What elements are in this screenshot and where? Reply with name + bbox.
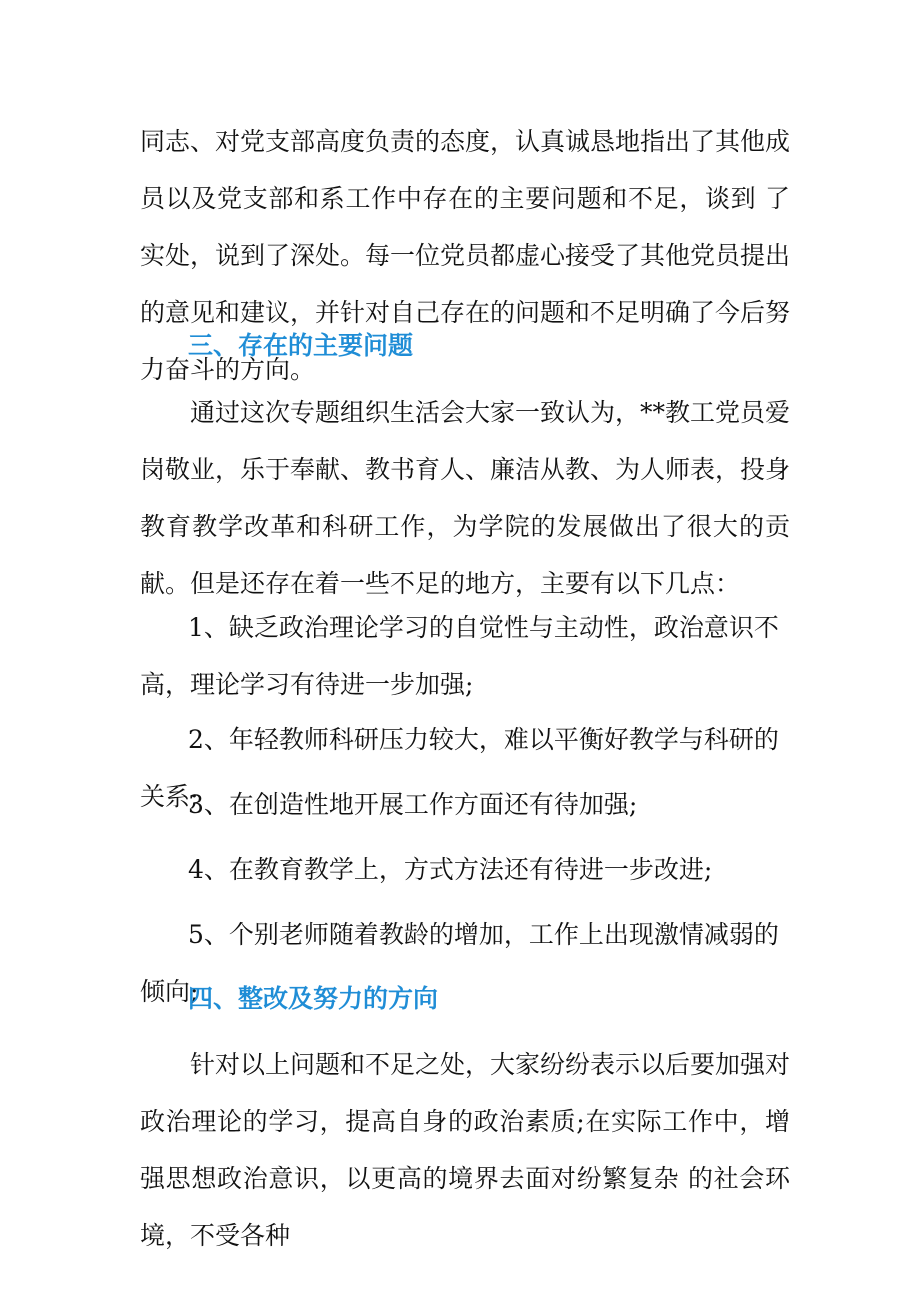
list-item: 4、在教育教学上，方式方法还有待进一步改进;	[188, 855, 713, 884]
list-item: 1、缺乏政治理论学习的自觉性与主动性，政治意识不高，理论学习有待进一步加强;	[140, 613, 779, 699]
paragraph-section-4: 针对以上问题和不足之处，大家纷纷表示以后要加强对政治理论的学习，提高自身的政治素质;在实际工作中，增强思想政治意识，以更高的境界去面对纷繁复杂 的社会环境，不受各种	[140, 1050, 791, 1250]
section-heading-3: 三、存在的主要问题	[188, 331, 414, 360]
list-item: 5、个别老师随着教龄的增加，工作上出现激情减弱的倾向;	[140, 920, 779, 1006]
paragraph-section-3: 通过这次专题组织生活会大家一致认为，**教工党员爱岗敬业，乐于奉献、教书育人、廉洁从教、为人师表，投身教育教学改革和科研工作，为学院的发展做出了很大的贡献。但是还存在着一些不足的地方，主要有以下几点：	[140, 398, 791, 598]
section-heading-4: 四、整改及努力的方向	[188, 984, 439, 1013]
list-item: 2、年轻教师科研压力较大，难以平衡好教学与科研的关系;	[140, 725, 779, 811]
paragraph-intro: 同志、对党支部高度负责的态度，认真诚恳地指出了其他成员以及党支部和系工作中存在的主要问题和不足，谈到 了实处，说到了深处。每一位党员都虚心接受了其他党员提出的意见和建议，并针对自己存在的问题和不足明确了今后努力奋斗的方向。	[140, 127, 791, 384]
list-item: 3、在创造性地开展工作方面还有待加强;	[188, 790, 638, 819]
